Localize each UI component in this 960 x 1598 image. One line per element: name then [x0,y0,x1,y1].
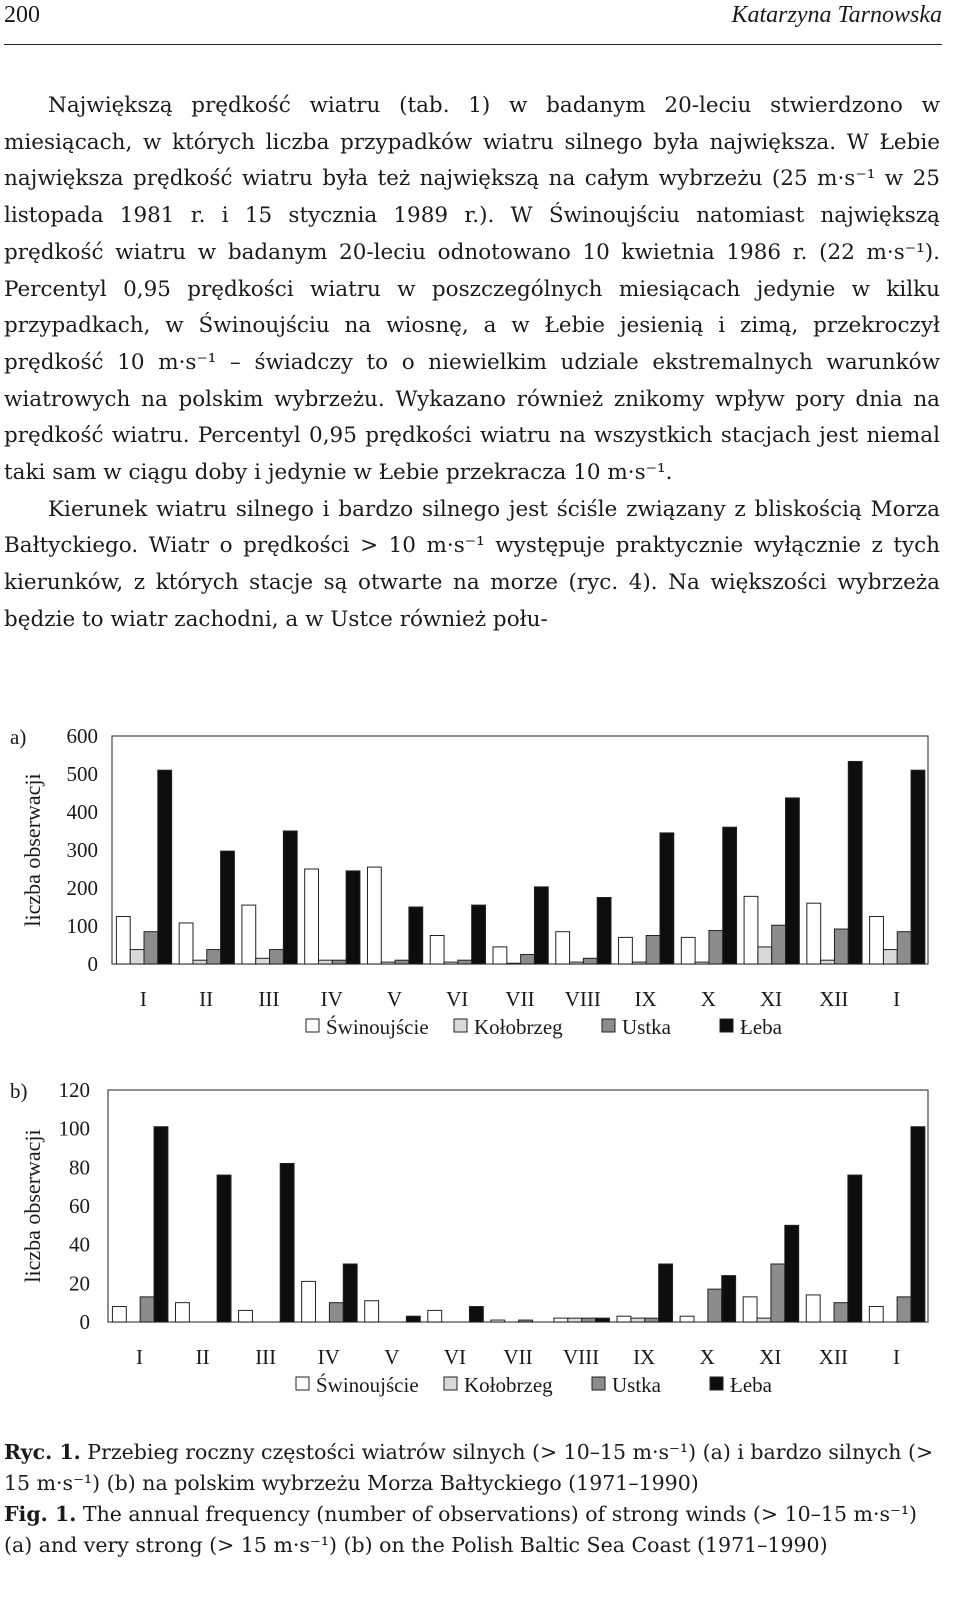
panel-a-bar-kołobrzeg [381,962,395,964]
panel-b-bar-łeba [785,1225,799,1322]
panel-a-category-label: IV [320,987,343,1011]
panel-a-category-label: V [386,987,403,1011]
panel-b-category-label: VIII [562,1345,600,1369]
panel-a-category-label: II [199,987,214,1011]
panel-b-bar-łeba [406,1316,420,1322]
panel-a-bar-świnoujście [556,932,570,964]
panel-a-bar-kołobrzeg [444,962,458,964]
panel-a-bar-świnoujście [242,905,256,964]
panel-b-bar-świnoujście [806,1295,820,1322]
panel-b-legend-swatch [710,1377,723,1390]
panel-b-ytick-label: 80 [69,1155,90,1180]
paragraph-2: Kierunek wiatru silnego i bardzo silnego jest ściśle związany z bliskością Morza Bałtyckiego. Wiatr o prędkości > 10 m·s⁻¹ występuje praktycznie wyłącznie z tych kierunków, z których stacje są otwarte na morze (ryc. 4). Na większości wybrzeża będzie to wiatr zachodni, a w Ustce również połu- [4,496,940,632]
panel-b-bar-świnoujście [112,1307,126,1322]
caption-en-text: The annual frequency (number of observations) of strong winds (> 10–15 m·s⁻¹) (a) and very strong (> 15 m·s⁻¹) (b) on the Polish Baltic Sea Coast (1971–1990) [4,1502,918,1557]
panel-b-bar-ustka [140,1297,154,1322]
panel-b-legend-label: Świnoujście [316,1373,419,1397]
panel-a-bar-ustka [144,932,158,964]
panel-b-bar-kołobrzeg [757,1318,771,1322]
panel-a-bar-ustka [646,936,660,965]
panel-a-bar-świnoujście [116,917,130,965]
panel-b-bar-łeba [154,1127,168,1322]
panel-b-bar-ustka [645,1318,659,1322]
panel-a-bar-kołobrzeg [821,960,835,964]
panel-a-ytick-label: 500 [66,762,98,786]
panel-a-ytick-label: 600 [66,724,98,748]
body-text [4,88,940,639]
panel-b-bar-ustka [329,1303,343,1322]
panel-b-bar-świnoujście [365,1301,379,1322]
panel-a-bar-świnoujście [619,937,633,964]
panel-a-legend-swatch [720,1019,733,1032]
panel-a-bar-łeba [534,887,548,964]
panel-a-label: a) [10,725,27,749]
panel-a-bar-świnoujście [179,923,193,964]
panel-b-bar-łeba [217,1175,231,1322]
panel-a-legend-label: Świnoujście [326,1015,429,1039]
panel-a-bar-kołobrzeg [193,960,207,964]
panel-a-bar-łeba [221,851,235,964]
panel-a-bar-ustka [897,932,911,964]
panel-a-bar-łeba [786,798,800,964]
panel-a-bar-kołobrzeg [758,947,772,964]
caption-en [4,1499,940,1561]
panel-b-bar-ustka [519,1320,533,1322]
panel-b-bar-łeba [280,1163,294,1322]
panel-b-bar-świnoujście [743,1297,757,1322]
panel-b-bar-świnoujście [302,1281,316,1322]
panel-a-ytick-label: 0 [87,952,98,976]
panel-b-bar-ustka [582,1318,596,1322]
panel-b-ytick-label: 100 [58,1116,90,1141]
panel-b-category-label: I [136,1345,144,1369]
panel-b-bar-świnoujście [680,1316,694,1322]
panel-b-bar-łeba [659,1264,673,1322]
panel-a-category-label: VIII [564,987,601,1011]
panel-a-bar-łeba [158,770,172,964]
panel-a-bar-ustka [834,929,848,964]
panel-b-legend-label: Kołobrzeg [464,1373,553,1397]
panel-a-bar-kołobrzeg [570,962,584,964]
panel-b-bar-łeba [722,1276,736,1322]
panel-a-category-label: III [258,987,280,1011]
panel-a-category-label: XII [819,987,849,1011]
panel-a-category-label: VII [505,987,535,1011]
panel-b-ytick-label: 0 [79,1310,90,1334]
panel-a-bar-ustka [583,958,597,964]
panel-a-legend-label: Łeba [740,1015,782,1039]
panel-b-category-label: II [195,1345,210,1369]
panel-b-label: b) [10,1079,28,1103]
figure-caption [4,1437,940,1561]
panel-b-ytick-label: 60 [69,1194,90,1218]
caption-en-label: Fig. 1. [4,1502,77,1526]
panel-a-bar-kołobrzeg [130,950,144,964]
panel-a-ytick-label: 200 [66,876,98,900]
panel-a-bar-ustka [709,931,723,964]
panel-a-bar-ustka [270,950,284,964]
panel-b-ylabel: liczba obserwacji [20,1129,45,1283]
paragraph-1: Największą prędkość wiatru (tab. 1) w badanym 20-leciu stwierdzono w miesiącach, w których liczba przypadków wiatru silnego była największa. W Łebie największa prędkość wiatru była też największą na całym wybrzeżu (25 m·s⁻¹ w 25 listopada 1981 r. i 15 stycznia 1989 r.). W Świnoujściu natomiast największą prędkość wiatru w badanym 20-leciu odnotowano 10 kwietnia 1986 r. (22 m·s⁻¹). Percentyl 0,95 prędkości wiatru w poszczególnych miesiącach jedynie w kilku przypadkach, w Świnoujściu na wiosnę, a w Łebie jesienią i zimą, przekroczył prędkość 10 m·s⁻¹ – świadczy to o niewielkim udziale ekstremalnych warunków wiatrowych na polskim wybrzeżu. Wykazano również znikomy wpływ pory dnia na prędkość wiatru. Percentyl 0,95 prędkości wiatru na wszystkich stacjach jest niemal taki sam w ciągu doby i jedynie w Łebie przekracza 10 m·s⁻¹. [4,93,940,486]
panel-a-bar-ustka [332,960,346,964]
panel-b-bar-łeba [596,1318,610,1322]
panel-a-bar-świnoujście [430,936,444,965]
panel-a-bar-kołobrzeg [632,962,646,964]
panel-b-bar-ustka [771,1264,785,1322]
panel-b-ytick-label: 40 [69,1232,90,1257]
panel-a-bar-kołobrzeg [507,963,521,964]
panel-a-bar-łeba [660,833,674,964]
panel-a-category-label: I [893,987,901,1011]
panel-a-bar-łeba [346,871,360,964]
panel-a-category-label: X [700,987,716,1011]
panel-b-bar-świnoujście [428,1310,442,1322]
panel-b-bar-świnoujście [491,1320,505,1322]
panel-a-ylabel: liczba obserwacji [20,773,45,927]
panel-b-legend-swatch [592,1377,605,1390]
panel-b-category-label: I [892,1345,900,1369]
panel-a-bar-ustka [521,955,535,965]
panel-b-ytick-label: 120 [58,1078,90,1102]
page-number: 200 [4,2,40,28]
panel-a-category-label: XI [759,987,783,1011]
panel-a-bar-kołobrzeg [256,958,270,964]
panel-a-category-label: IX [634,987,657,1011]
panel-a-ytick-label: 300 [66,838,98,862]
panel-a-bar-świnoujście [305,869,319,964]
panel-a-bar-świnoujście [367,867,381,964]
panel-b-category-label: V [384,1345,400,1369]
panel-a-legend-swatch [454,1019,467,1032]
panel-a-bar-łeba [283,831,297,964]
panel-b-category-label: IV [317,1345,340,1369]
panel-b-bar-kołobrzeg [631,1318,645,1322]
panel-b-bar-świnoujście [869,1307,883,1322]
panel-b-ytick-label: 20 [69,1271,90,1296]
caption-pl-label: Ryc. 1. [4,1440,81,1464]
panel-a-bar-łeba [409,907,423,964]
panel-a-bar-ustka [772,925,786,964]
panel-b-bar-świnoujście [239,1310,253,1322]
panel-a-bar-ustka [395,960,409,964]
panel-b-bar-łeba [343,1264,357,1322]
panel-a-bar-kołobrzeg [883,950,897,964]
panel-b-bar-kołobrzeg [568,1318,582,1322]
panel-a-bar-świnoujście [493,947,507,964]
panel-a-bar-świnoujście [870,917,884,965]
panel-a-bar-łeba [597,898,611,965]
running-head-author: Katarzyna Tarnowska [731,2,942,28]
figure-1-charts [0,700,960,1440]
panel-b-bar-łeba [848,1175,862,1322]
panel-b-bar-ustka [708,1289,722,1322]
panel-a-legend-swatch [306,1019,319,1032]
panel-a-ytick-label: 100 [66,914,98,938]
panel-b-category-label: VI [443,1345,467,1369]
panel-b-category-label: X [699,1345,715,1369]
panel-b-legend-label: Ustka [612,1373,661,1397]
panel-a-bar-łeba [848,761,862,964]
panel-b-bar-ustka [897,1297,911,1322]
figure-1 [0,700,960,1440]
panel-a-bar-łeba [472,905,486,964]
panel-b-bar-łeba [469,1307,483,1322]
panel-a-bar-świnoujście [744,896,758,964]
panel-b-bar-łeba [911,1127,925,1322]
panel-a-legend-label: Ustka [622,1015,671,1039]
panel-b-bar-świnoujście [617,1316,631,1322]
panel-a-category-label: I [139,987,147,1011]
panel-a-bar-świnoujście [807,903,821,964]
panel-b-category-label: XI [759,1345,782,1369]
panel-b-bar-ustka [834,1303,848,1322]
panel-a-bar-ustka [458,960,472,964]
panel-a-legend-swatch [602,1019,615,1032]
panel-b-category-label: XII [818,1345,848,1369]
panel-a-bar-ustka [207,950,221,964]
panel-b-legend-swatch [444,1377,457,1390]
panel-a-ytick-label: 400 [66,800,98,824]
panel-a-bar-łeba [723,827,737,964]
panel-b-category-label: VII [503,1345,533,1369]
panel-b-bar-świnoujście [554,1318,568,1322]
panel-b-category-label: III [255,1345,277,1369]
panel-b-category-label: IX [633,1345,656,1369]
panel-b-legend-label: Łeba [730,1373,772,1397]
panel-b-legend-swatch [296,1377,309,1390]
panel-a-legend-label: Kołobrzeg [474,1015,563,1039]
panel-a-category-label: VI [446,987,469,1011]
panel-a-bar-łeba [911,770,925,964]
panel-b-bar-świnoujście [175,1303,189,1322]
caption-pl [4,1437,940,1499]
page-header [4,0,942,45]
panel-a-bar-świnoujście [681,937,695,964]
caption-pl-text: Przebieg roczny częstości wiatrów silnych (> 10–15 m·s⁻¹) (a) i bardzo silnych (> 15 m·s⁻¹) (b) na polskim wybrzeżu Morza Bałtyckiego (1971–1990) [4,1440,934,1495]
panel-a-bar-kołobrzeg [319,960,333,964]
panel-a-bar-kołobrzeg [695,962,709,964]
